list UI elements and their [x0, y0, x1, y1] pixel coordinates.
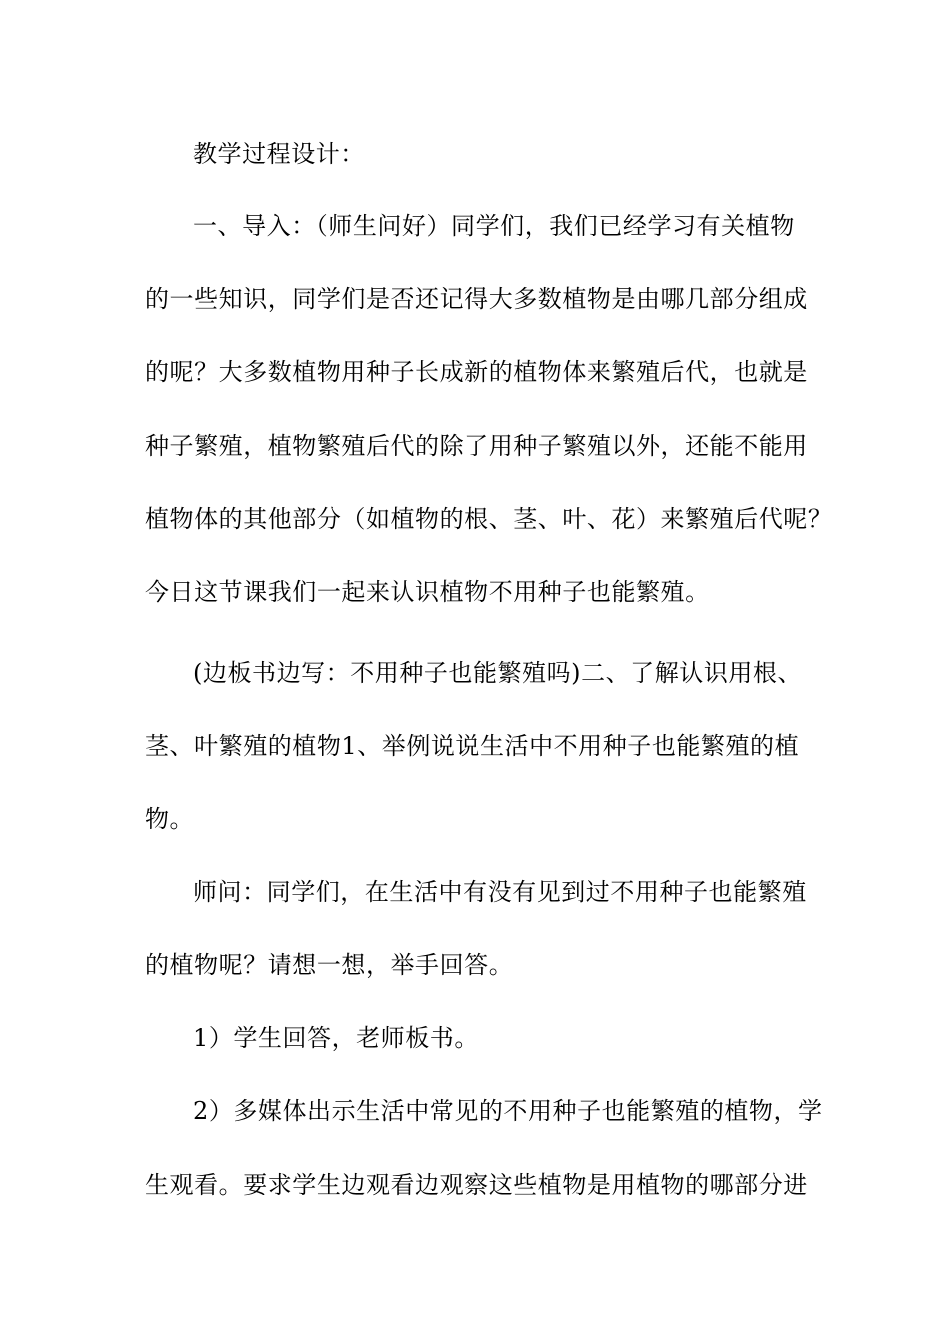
paragraph-line: 的一些知识，同学们是否还记得大多数植物是由哪几部分组成	[145, 285, 808, 313]
heading-teaching-process: 教学过程设计：	[193, 140, 365, 168]
paragraph-line: 植物体的其他部分（如植物的根、茎、叶、花）来繁殖后代呢？	[145, 505, 833, 533]
paragraph-line: 2）多媒体出示生活中常见的不用种子也能繁殖的植物，学	[193, 1097, 823, 1125]
paragraph-line: 1）学生回答，老师板书。	[193, 1024, 479, 1052]
paragraph-line: 种子繁殖，植物繁殖后代的除了用种子繁殖以外，还能不能用	[145, 432, 808, 460]
paragraph-line: 物。	[145, 805, 195, 833]
paragraph-line: (边板书边写：不用种子也能繁殖吗)二、了解认识用根、	[193, 659, 803, 687]
paragraph-line: 今日这节课我们一起来认识植物不用种子也能繁殖。	[145, 578, 710, 606]
paragraph-line: 茎、叶繁殖的植物1、举例说说生活中不用种子也能繁殖的植	[145, 732, 800, 760]
paragraph-line: 一、导入：（师生问好）同学们，我们已经学习有关植物	[193, 212, 795, 240]
paragraph-line: 生观看。要求学生边观看边观察这些植物是用植物的哪部分进	[145, 1171, 808, 1199]
paragraph-line: 的呢？大多数植物用种子长成新的植物体来繁殖后代，也就是	[145, 358, 808, 386]
paragraph-line: 的植物呢？请想一想，举手回答。	[145, 951, 514, 979]
paragraph-line: 师问：同学们，在生活中有没有见到过不用种子也能繁殖	[193, 878, 807, 906]
